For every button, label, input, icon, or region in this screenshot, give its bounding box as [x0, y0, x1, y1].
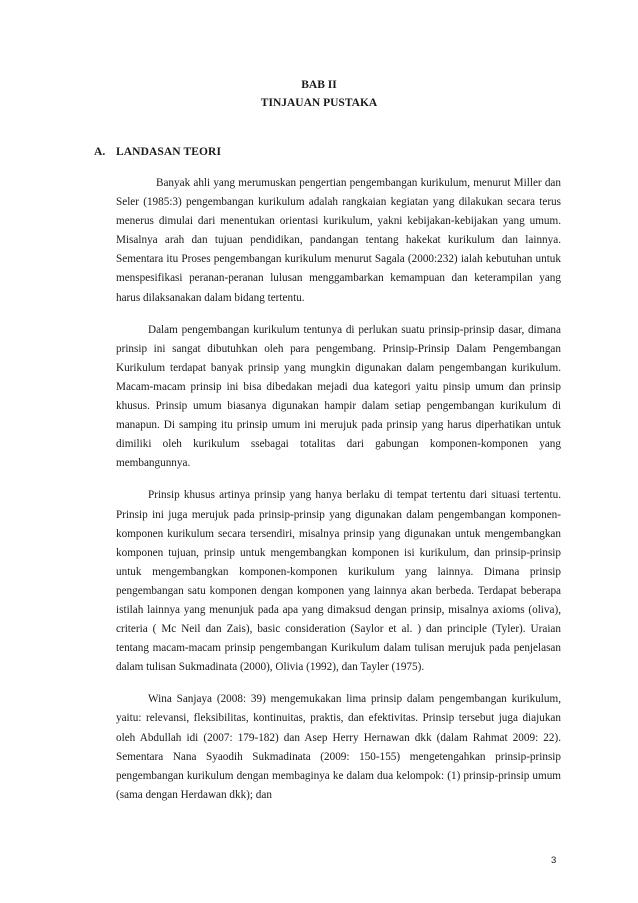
- paragraph: Dalam pengembangan kurikulum tentunya di perlukan suatu prinsip-prinsip dasar, dimana prinsip ini sangat dibutuhkan oleh para pengembang. Prinsip-Prinsip Dalam Pengembangan Kurikulum terdapat banyak prinsip yang mungkin digunakan dalam pengembangan kurikulum. Macam-macam prinsip ini bisa dibedakan mejadi dua kategori yaitu pinsip umum dan prinsip khusus. Prinsip umum biasanya digunakan hampir dalam setiap pengembangan kurikulum di manapun. Di samping itu prinsip umum ini merujuk pada prinsip yang harus diperhatikan untuk dimiliki oleh kurikulum ssebagai totalitas dari gabungan komponen-komponen yang membangunnya.: [116, 323, 561, 470]
- section-number: A.: [94, 146, 106, 158]
- paragraph: Banyak ahli yang merumuskan pengertian pengembangan kurikulum, menurut Miller dan Seler (1985:3) pengembangan kurikulum adalah rangkaian kegiatan yang dilakukan secara terus menerus dimulai dari menentukan orientasi kurikulum, yakni kebijakan-kebijakan yang umum. Misalnya arah dan tujuan pendidikan, pandangan tentang hakekat kurikulum dan lainnya. Sementara itu Proses pengembangan kurikulum menurut Sagala (2000:232) ialah kebutuhan untuk menspesifikasi peranan-peranan lulusan menggambarkan kemampuan dan keterampilan yang harus dilaksanakan dalam bidang tertentu.: [116, 177, 561, 304]
- chapter-title: TINJAUAN PUSTAKA: [260, 97, 378, 109]
- body-text: [116, 174, 561, 818]
- paragraph: Prinsip khusus artinya prinsip yang hanya berlaku di tempat tertentu dari situasi tertentu. Prinsip ini juga merujuk pada prinsip-prinsip yang digunakan dalam pengembangan komponen-komponen kurikulum secara tersendiri, misalnya prinsip yang digunakan untuk mengembangkan komponen tujuan, prinsip untuk mengembangkan komponen isi kurikulum, dan prinsip-prinsip untuk mengembangkan komponen-komponen kurikulum yang lainnya. Dimana prinsip pengembangan satu komponen dengan komponen yang lainnya akan berbeda. Terdapat beberapa istilah lainnya yang menunjuk pada apa yang dimaksud dengan prinsip, misalnya axioms (oliva), criteria ( Mc Neil dan Zais), basic consideration (Saylor et al. ) dan principle (Tyler). Uraian tentang macam-macam prinsip pengembangan Kurikulum dalam tulisan merujuk pada penjelasan dalam tulisan Sukmadinata (2000), Olivia (1992), dan Tayler (1975).: [116, 489, 561, 674]
- section-heading: [94, 146, 221, 158]
- section-title: LANDASAN TEORI: [116, 146, 222, 158]
- paragraph: Wina Sanjaya (2008: 39) mengemukakan lima prinsip dalam pengembangan kurikulum, yaitu: relevansi, fleksibilitas, kontinuitas, praktis, dan efektivitas. Prinsip tersebut juga diajukan oleh Abdullah idi (2007: 179-182) dan Asep Herry Hernawan dkk (dalam Rahmat 2009: 22). Sementara Nana Syaodih Sukmadinata (2009: 150-155) mengetengahkan prinsip-prinsip pengembangan kurikulum dengan membaginya ke dalam dua kelompok: (1) prinsip-prinsip umum (sama dengan Herdawan dkk); dan: [116, 693, 561, 801]
- chapter-heading: BAB II: [301, 79, 337, 91]
- page-number: 3: [551, 855, 557, 866]
